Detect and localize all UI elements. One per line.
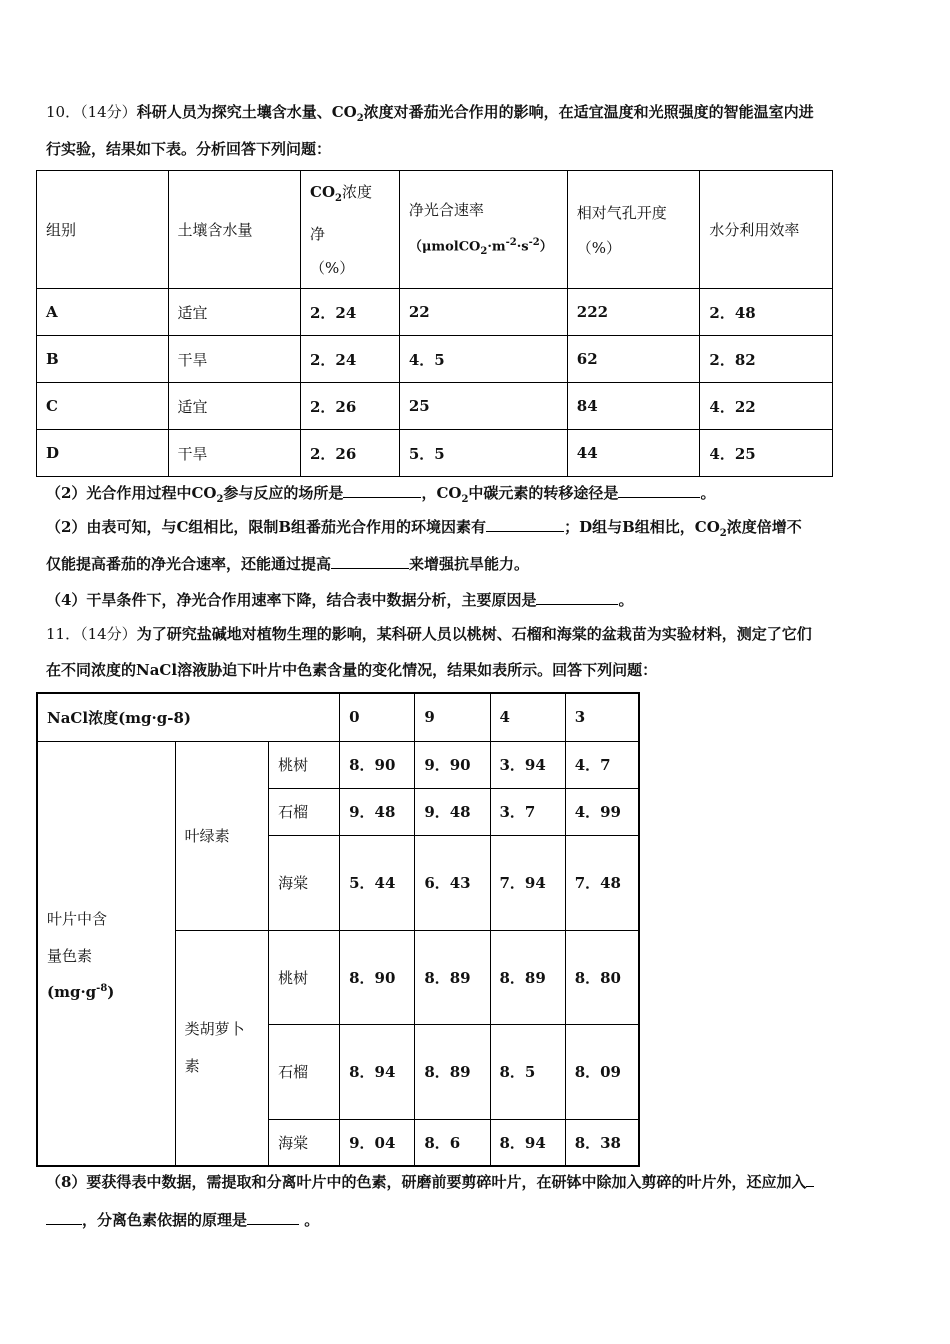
table-row: 海棠 9．04 8．6 8．94 8．38: [37, 1119, 639, 1166]
header-stomata: 相对气孔开度 （%）: [567, 171, 700, 289]
table-row: 海棠 5．44 6．43 7．94 7．48: [37, 835, 639, 930]
table-row: B 干旱 2．24 4．5 62 2．82: [37, 336, 833, 383]
header-soil: 土壤含水量: [168, 171, 301, 289]
table-row: C 适宜 2．26 25 84 4．22: [37, 383, 833, 430]
header-water-efficiency: 水分利用效率: [700, 171, 833, 289]
table-header-row: NaCl浓度(mg·g-8) 0 9 4 3: [37, 693, 639, 741]
q11-table: [36, 692, 640, 1167]
pigment-chlorophyll: 叶绿素: [175, 741, 268, 930]
q10-score: （14分）: [80, 103, 137, 121]
pigment-carotenoid: 类胡萝卜 素: [175, 930, 268, 1166]
table-row: A 适宜 2．24 22 222 2．48: [37, 289, 833, 336]
table-row: 类胡萝卜 素 桃树 8．90 8．89 8．89 8．80: [37, 930, 639, 1024]
table-row: 叶片中含 量色素 $(mg\cdot g^{-8})$ 叶绿素 桃树 8．90 9．90 3．94 4．7: [37, 741, 639, 788]
q10-number: 10．: [46, 103, 81, 121]
q11-number: 11．: [46, 625, 81, 643]
q11-part-h-line2: ，分离色素依据的原理是 。: [46, 1210, 319, 1230]
q11-part-h-line1: （8）要获得表中数据，需提取和分离叶片中的色素，研磨前要剪碎叶片，在研钵中除加入剪碎的叶片外，还应加入: [46, 1172, 814, 1192]
q11-intro-line1: 11．（14分）为了研究盐碱地对植物生理的影响，某科研人员以桃树、石榴和海棠的盆栽苗为实验材料，测定了它们: [46, 625, 812, 643]
header-net-rate: 净光合速率 $(\mu molCO_2\cdot m^{-2}\cdot s^{-2})$: [399, 171, 567, 289]
header-group: 组别: [37, 171, 169, 289]
q10-part-b-line1: （2）由表可知，与C组相比，限制B组番茄光合作用的环境因素有 ；D组与B组相比，$CO_2$浓度倍增不: [46, 518, 802, 539]
table-row: 石榴 8．94 8．89 8．5 8．09: [37, 1024, 639, 1119]
table-header-row: [37, 171, 833, 289]
table-row: D 干旱 2．26 5．5 44 4．25: [37, 430, 833, 477]
q11-intro-line2: 在不同浓度的NaCl溶液胁迫下叶片中色素含量的变化情况，结果如表所示。回答下列问题：: [46, 661, 658, 679]
q10-part-b-line2: 仅能提高番茄的净光合速率，还能通过提高 来增强抗旱能力。: [46, 555, 530, 573]
q10-table: [36, 170, 833, 477]
q11-score: （14分）: [80, 625, 137, 643]
q10-intro-line1: 10．（14分）科研人员为探究土壤含水量、$CO_2$浓度对番茄光合作用的影响，在适宜温度和光照强度的智能温室内进: [46, 103, 814, 124]
table-row: 石榴 9．48 9．48 3．7 4．99: [37, 788, 639, 835]
q10-part-d: （4）干旱条件下，净光合作用速率下降，结合表中数据分析，主要原因是 。: [46, 591, 634, 609]
q10-part-a: （2）光合作用过程中$CO_2$参与反应的场所是 ，$CO_2$中碳元素的转移途径是 。: [46, 484, 716, 505]
header-nacl: NaCl浓度(mg·g-8): [37, 693, 340, 741]
row-label-pigment-content: 叶片中含 量色素 $(mg\cdot g^{-8})$: [37, 741, 175, 1166]
q10-intro-line2: 行实验，结果如下表。分析回答下列问题：: [46, 140, 332, 158]
header-co2: $CO_2$浓度 净 （%）: [301, 171, 400, 289]
